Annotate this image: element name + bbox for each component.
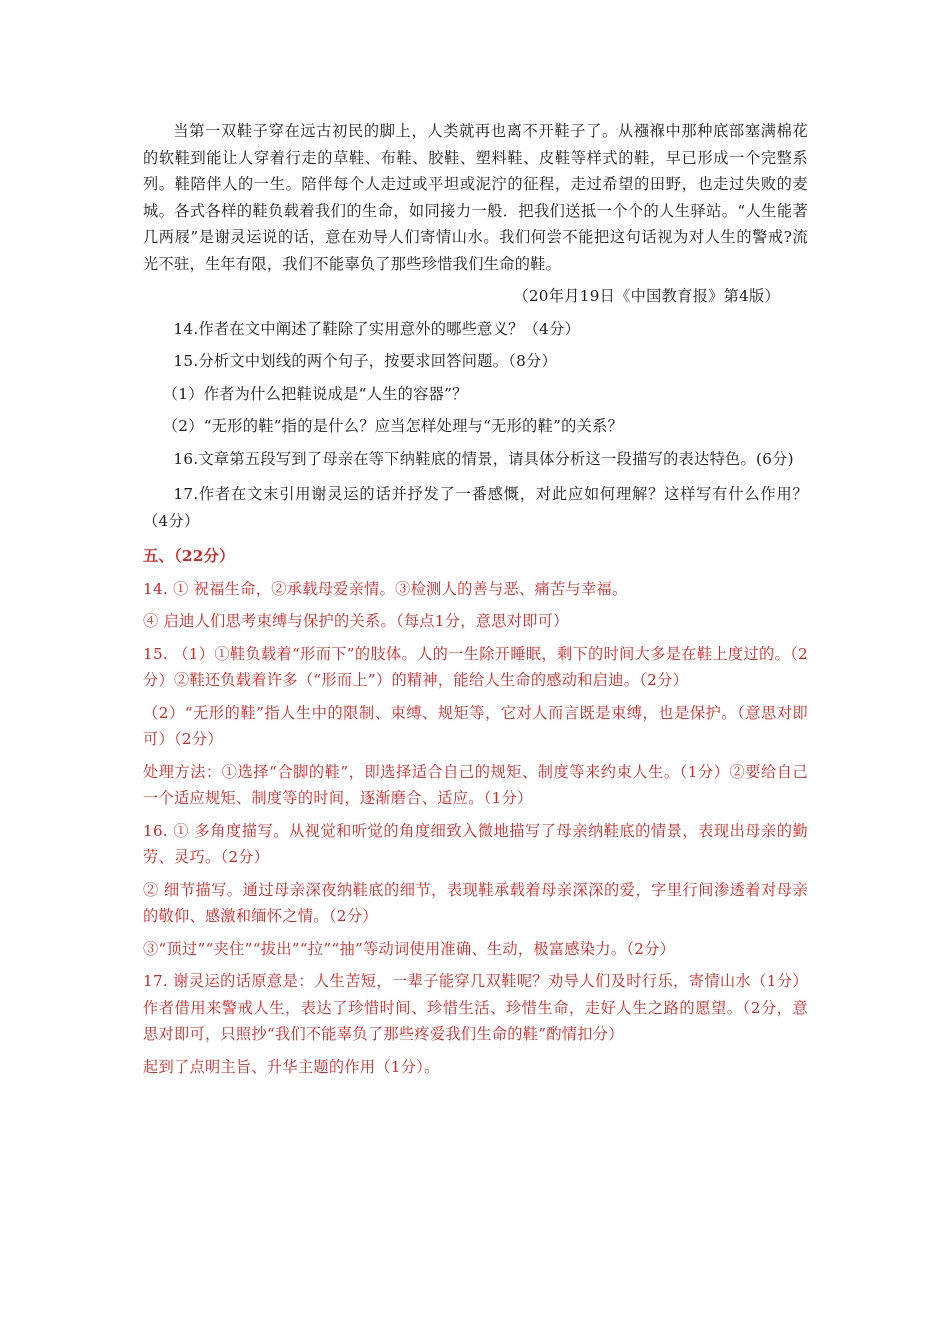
question-15: 15.分析文中划线的两个句子，按要求回答问题。（8分） (173, 352, 558, 370)
answer-heading: 五、（22分） (143, 547, 235, 565)
answer-16-point-2: ② 细节描写。通过母亲深夜纳鞋底的细节，表现鞋承载着母亲深深的爱，字里行间渗透着对母亲的敬仰、感激和缅怀之情。（2分） (143, 880, 808, 925)
answer-16-point-3: ③“顶过”“夹住”“拔出”“拉”“抽”等动词使用准确、生动，极富感染力。（2分） (143, 939, 676, 958)
question-15-part-1: （1）作者为什么把鞋说成是“人生的容器”？ (162, 384, 468, 403)
passage-paragraph: 当第一双鞋子穿在远古初民的脚上，人类就再也离不开鞋子了。从襁褓中那种底部塞满棉花的软鞋到能让人穿着行走的草鞋、布鞋、胶鞋、塑料鞋、皮鞋等样式的鞋，早已形成一个完整系列。鞋陪伴人的一生。陪伴每个人走过或平坦或泥泞的征程，走过希望的田野，也走过失败的麦城。各式各样的鞋负载着我们的生命，如同接力一般．把我们送抵一个个的人生驿站。“人生能著几两屐”是谢灵运说的话，意在劝导人们寄情山水。我们何尝不能把这句话视为对人生的警戒?流光不驻，生年有限，我们不能辜负了那些珍惜我们生命的鞋。 (143, 122, 808, 273)
source-citation: （20年月19日《中国教育报》第4版） (513, 287, 780, 305)
answer-17-line-2: 起到了点明主旨、升华主题的作用（1分）。 (143, 1057, 440, 1076)
answer-16-point-1: 16. ① 多角度描写。从视觉和听觉的角度细致入微地描写了母亲纳鞋底的情景，表现出母亲的勤劳、灵巧。（2分） (143, 821, 808, 866)
answer-14-line-1: 14. ① 祝福生命，②承载母爱亲情。③检测人的善与恶、痛苦与幸福。 (143, 579, 628, 598)
question-15-part-2: （2）“无形的鞋”指的是什么？应当怎样处理与“无形的鞋”的关系？ (162, 417, 624, 435)
answer-15-method: 处理方法：①选择“合脚的鞋”，即选择适合自己的规矩、制度等来约束人生。（1分）②要给自己一个适应规矩、制度等的时间，逐渐磨合、适应。（1分） (143, 762, 808, 807)
answer-17-line-1: 17. 谢灵运的话原意是：人生苦短，一辈子能穿几双鞋呢？劝导人们及时行乐，寄情山水（1分）作者借用来警戒人生，表达了珍惜时间、珍惜生活、珍惜生命，走好人生之路的愿望。（2分，意思对即可，只照抄“我们不能辜负了那些疼爱我们生命的鞋”酌情扣分） (143, 972, 808, 1043)
question-17: 17.作者在文末引用谢灵运的话并抒发了一番感慨，对此应如何理解？这样写有什么作用？（4分） (143, 485, 808, 530)
document-page (143, 118, 808, 1080)
question-14: 14.作者在文中阐述了鞋除了实用意外的哪些意义？（4分） (173, 319, 581, 338)
answer-14-line-2: ④ 启迪人们思考束缚与保护的关系。（每点1分，意思对即可） (143, 612, 569, 630)
question-16: 16.文章第五段写到了母亲在等下纳鞋底的情景，请具体分析这一段描写的表达特色。(6分) (173, 449, 794, 468)
answer-15-part-2: （2）“无形的鞋”指人生中的限制、束缚、规矩等，它对人而言既是束缚，也是保护。（意思对即可）（2分） (143, 703, 808, 748)
answer-15-part-1: 15. （1）①鞋负载着“形而下”的肢体。人的一生除开睡眠，剩下的时间大多是在鞋上度过的。（2分）②鞋还负载着许多（“形而上”）的精神，能给人生命的感动和启迪。（2分） (143, 644, 808, 689)
